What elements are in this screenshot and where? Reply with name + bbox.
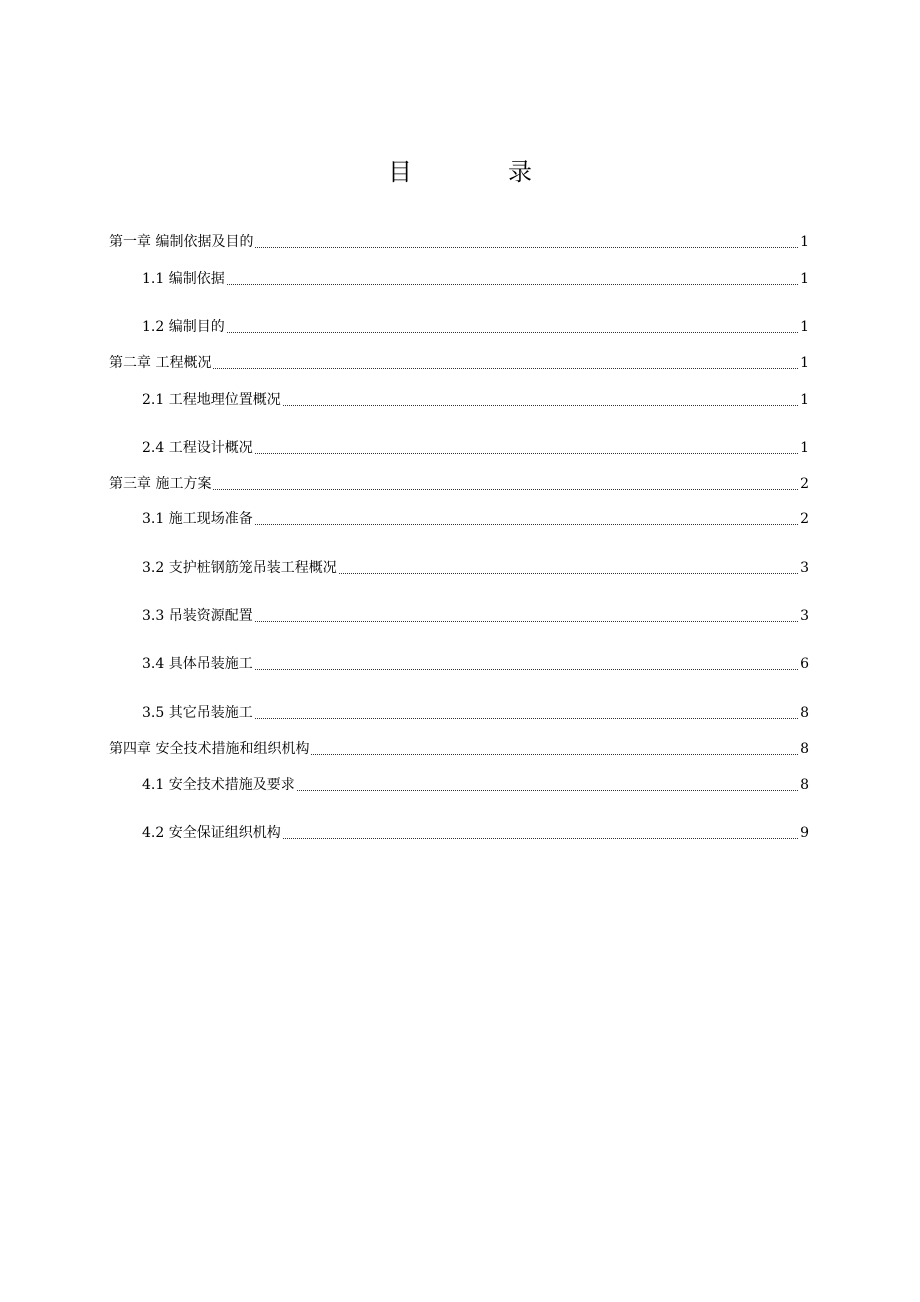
toc-entry-label: 3.5 其它吊装施工	[142, 705, 253, 721]
leader-dots	[255, 247, 798, 248]
toc-entry-2-1[interactable]	[142, 388, 809, 412]
toc-entry-page: 1	[800, 355, 809, 371]
toc-entry-label: 4.2 安全保证组织机构	[142, 825, 281, 841]
toc-entry-page: 6	[800, 656, 809, 672]
toc-entry-page: 1	[800, 440, 809, 456]
toc-entry-1-1[interactable]	[142, 267, 809, 291]
leader-dots	[255, 718, 798, 719]
leader-dots	[255, 621, 798, 622]
leader-dots	[213, 368, 798, 369]
toc-entry-label: 3.2 支护桩钢筋笼吊装工程概况	[142, 560, 337, 576]
toc-entry-page: 3	[800, 560, 809, 576]
toc-entry-label: 第四章 安全技术措施和组织机构	[109, 741, 310, 757]
toc-entry-2-4[interactable]	[142, 436, 809, 460]
leader-dots	[227, 332, 798, 333]
toc-entry-4-2[interactable]	[142, 821, 809, 845]
toc-entry-page: 2	[800, 511, 809, 527]
toc-entry-label: 3.3 吊装资源配置	[142, 608, 253, 624]
toc-entry-label: 4.1 安全技术措施及要求	[142, 777, 295, 793]
toc-entry-page: 8	[800, 777, 809, 793]
toc-entry-page: 2	[800, 476, 809, 492]
toc-entry-3-5[interactable]	[142, 701, 809, 725]
leader-dots	[213, 489, 798, 490]
toc-entry-page: 1	[800, 271, 809, 287]
toc-entry-3-1[interactable]	[142, 507, 809, 531]
toc-entry-label: 1.2 编制目的	[142, 319, 225, 335]
leader-dots	[255, 669, 798, 670]
leader-dots	[283, 405, 798, 406]
leader-dots	[297, 790, 798, 791]
toc-entry-label: 2.4 工程设计概况	[142, 440, 253, 456]
toc-entry-chapter-3[interactable]	[109, 472, 809, 496]
toc-entry-chapter-2[interactable]	[109, 351, 809, 375]
toc-entry-chapter-4[interactable]	[109, 737, 809, 761]
toc-entry-page: 8	[800, 705, 809, 721]
leader-dots	[255, 524, 798, 525]
toc-entry-page: 3	[800, 608, 809, 624]
toc-entry-label: 2.1 工程地理位置概况	[142, 392, 281, 408]
leader-dots	[339, 573, 798, 574]
toc-entry-label: 第一章 编制依据及目的	[109, 234, 254, 250]
leader-dots	[255, 453, 798, 454]
toc-entry-label: 1.1 编制依据	[142, 271, 225, 287]
toc-entry-3-4[interactable]	[142, 652, 809, 676]
toc-entry-3-2[interactable]	[142, 556, 809, 580]
toc-title: 目 录	[388, 158, 568, 186]
leader-dots	[283, 838, 798, 839]
toc-entry-page: 8	[800, 741, 809, 757]
leader-dots	[311, 754, 798, 755]
toc-entry-label: 3.1 施工现场准备	[142, 511, 253, 527]
toc-entry-label: 3.4 具体吊装施工	[142, 656, 253, 672]
toc-entry-page: 9	[800, 825, 809, 841]
toc-entry-page: 1	[800, 234, 809, 250]
toc-entry-label: 第三章 施工方案	[109, 476, 212, 492]
toc-entry-page: 1	[800, 392, 809, 408]
leader-dots	[227, 284, 798, 285]
toc-entry-4-1[interactable]	[142, 773, 809, 797]
toc-entry-page: 1	[800, 319, 809, 335]
toc-entry-1-2[interactable]	[142, 315, 809, 339]
toc-entry-label: 第二章 工程概况	[109, 355, 212, 371]
toc-entry-chapter-1[interactable]	[109, 230, 809, 254]
toc-entry-3-3[interactable]	[142, 604, 809, 628]
